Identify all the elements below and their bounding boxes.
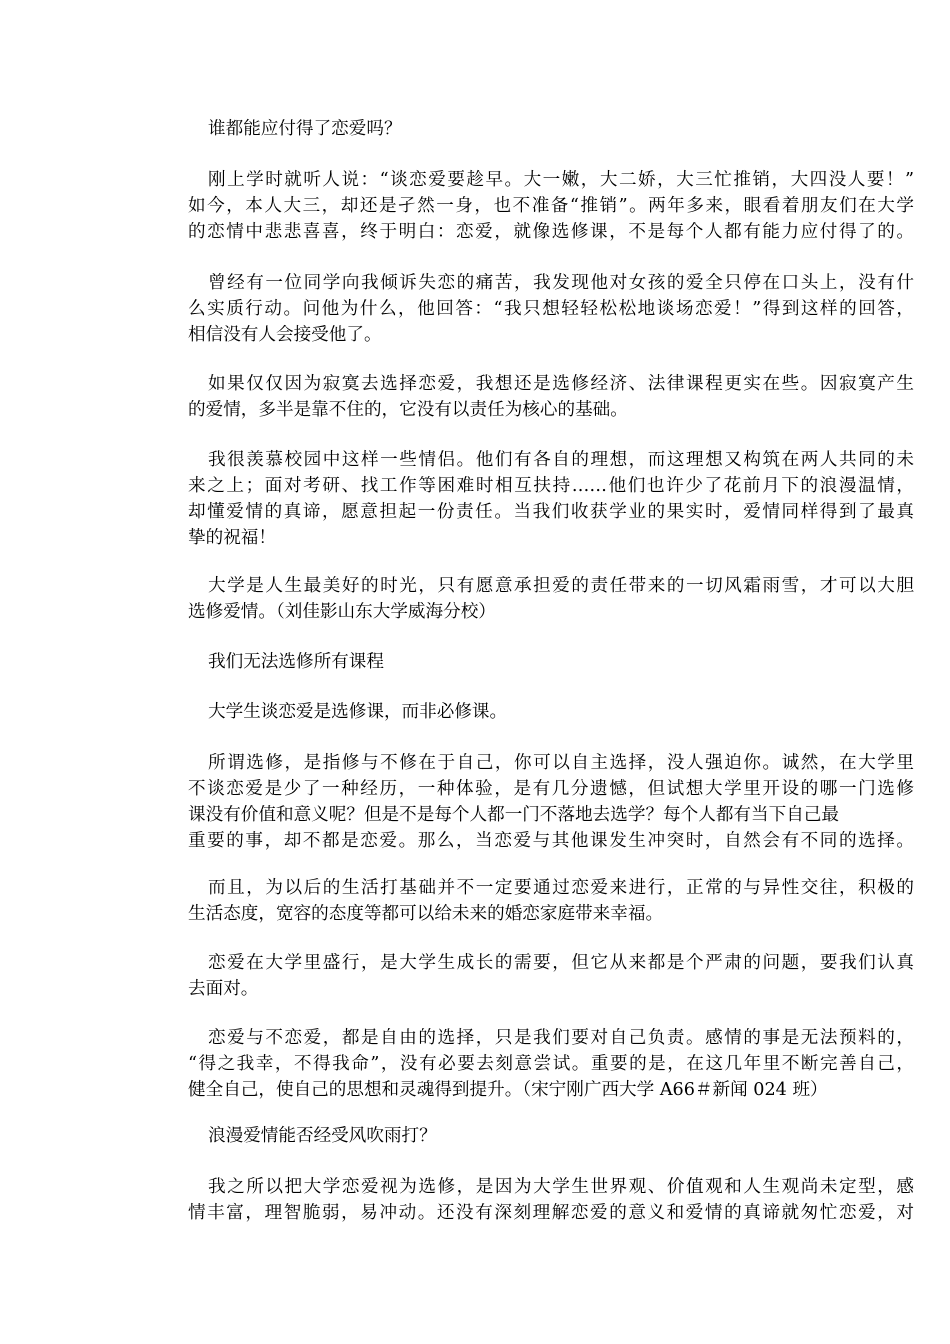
paragraph-12 <box>188 1025 914 1103</box>
text-line: 而且，为以后的生活打基础并不一定要通过恋爱来进行，正常的与异性交往，积极的 <box>208 878 914 898</box>
text-line: 生活态度，宽容的态度等都可以给未来的婚恋家庭带来幸福。 <box>188 904 664 924</box>
text-line: 刚上学时就听人说：“谈恋爱要趁早。大一嫩，大二娇，大三忙推销，大四没人要！” <box>208 170 914 190</box>
text-line: 的爱情，多半是靠不住的，它没有以责任为核心的基础。 <box>188 400 628 420</box>
text-line: 恋爱在大学里盛行，是大学生成长的需要，但它从来都是个严肃的问题，要我们认真 <box>208 953 914 973</box>
text-line: 如果仅仅因为寂寞去选择恋爱，我想还是选修经济、法律课程更实在些。因寂寞产生 <box>208 374 914 394</box>
paragraph-4 <box>188 371 914 423</box>
paragraph-5 <box>188 447 914 551</box>
text-line: 我很羡慕校园中这样一些情侣。他们有各自的理想，而这理想又构筑在两人共同的未 <box>208 450 914 470</box>
text-line: 重要的事，却不都是恋爱。那么，当恋爱与其他课发生冲突时，自然会有不同的选择。 <box>188 831 914 851</box>
text-line: 来之上；面对考研、找工作等困难时相互扶持……他们也许少了花前月下的浪漫温情， <box>188 476 914 496</box>
text-line: 的恋情中悲悲喜喜，终于明白：恋爱，就像选修课，不是每个人都有能力应付得了的。 <box>188 222 914 242</box>
paragraph-11 <box>188 950 914 1002</box>
text-line: 大学是人生最美好的时光，只有愿意承担爱的责任带来的一切风霜雨雪，才可以大胆 <box>208 576 914 596</box>
text-line: 不谈恋爱是少了一种经历，一种体验，是有几分遗憾，但试想大学里开设的哪一门选修 <box>188 779 914 799</box>
text-line: 健全自己，使自己的思想和灵魂得到提升。（宋宁刚广西大学 A66＃新闻 024 班） <box>188 1080 828 1100</box>
text-line: 如今，本人大三，却还是孑然一身，也不准备“推销”。两年多来，眼看着朋友们在大学 <box>188 196 914 216</box>
heading-3 <box>188 1123 914 1149</box>
paragraph-9 <box>188 750 914 854</box>
text-line: 去面对。 <box>188 979 259 999</box>
paragraph-8 <box>188 699 914 725</box>
text-line: 大学生谈恋爱是选修课，而非必修课。 <box>208 702 508 722</box>
paragraph-14 <box>188 1174 914 1226</box>
text-line: 却懂爱情的真谛，愿意担起一份责任。当我们收获学业的果实时，爱情同样得到了最真 <box>188 502 914 522</box>
text-line: 我之所以把大学恋爱视为选修，是因为大学生世界观、价值观和人生观尚未定型，感 <box>208 1177 914 1197</box>
text-line: 谁都能应付得了恋爱吗？ <box>208 119 402 139</box>
paragraph-10 <box>188 875 914 927</box>
text-line: 挚的祝福！ <box>188 528 276 548</box>
heading-1 <box>188 116 914 142</box>
text-line: 相信没有人会接受他了。 <box>188 325 382 345</box>
paragraph-3 <box>188 270 914 348</box>
text-line: 么实质行动。问他为什么，他回答：“我只想轻轻松松地谈场恋爱！”得到这样的回答， <box>188 299 914 319</box>
heading-2 <box>188 649 914 675</box>
text-line: 曾经有一位同学向我倾诉失恋的痛苦，我发现他对女孩的爱全只停在口头上，没有什 <box>208 273 914 293</box>
paragraph-2 <box>188 167 914 245</box>
text-line: 所谓选修，是指修与不修在于自己，你可以自主选择，没人强迫你。诚然，在大学里 <box>208 753 914 773</box>
paragraph-6 <box>188 573 914 625</box>
text-line: 浪漫爱情能否经受风吹雨打？ <box>208 1126 437 1146</box>
text-line: 课没有价值和意义呢？但是不是每个人都一门不落地去选学？每个人都有当下自己最 <box>188 805 839 825</box>
text-line: “得之我幸，不得我命”，没有必要去刻意尝试。重要的是，在这几年里不断完善自己， <box>188 1054 914 1074</box>
text-line: 恋爱与不恋爱，都是自由的选择，只是我们要对自己负责。感情的事是无法预料的， <box>208 1028 914 1048</box>
text-line: 我们无法选修所有课程 <box>208 652 384 672</box>
text-line: 情丰富，理智脆弱，易冲动。还没有深刻理解恋爱的意义和爱情的真谛就匆忙恋爱，对 <box>188 1203 914 1223</box>
text-line: 选修爱情。（刘佳影山东大学威海分校） <box>188 602 496 622</box>
